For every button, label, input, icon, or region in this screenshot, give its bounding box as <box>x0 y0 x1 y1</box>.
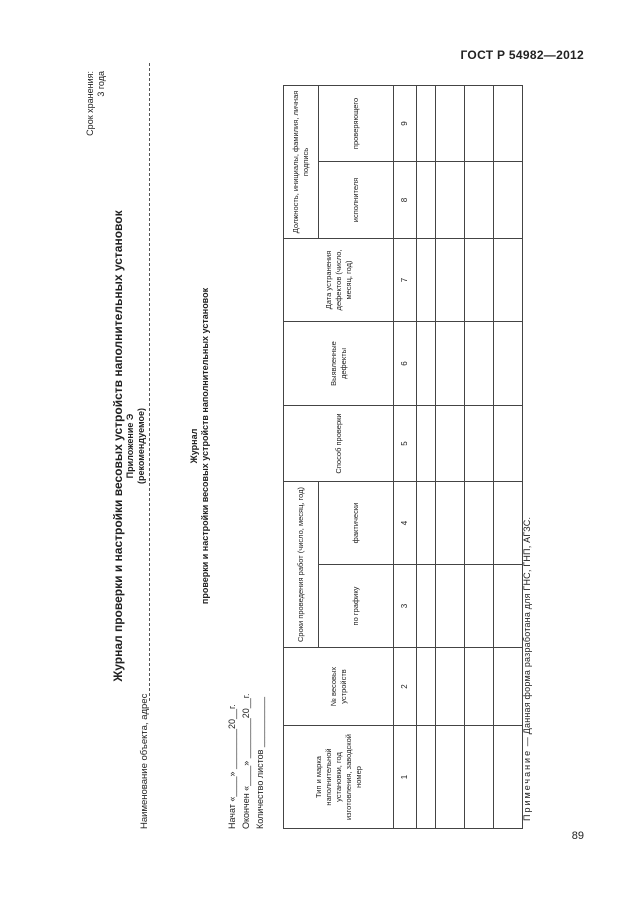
appendix-title: Приложение Э <box>125 413 135 479</box>
meta-start: Начат «____» ________20__г. <box>227 704 237 829</box>
journal-table <box>283 85 523 829</box>
header-device-number: № весовых устройств <box>284 648 394 726</box>
header-type-model: Тип и марка наполнительной установки, год изготовления, заводской номер <box>284 726 394 829</box>
form-title: Журнал проверки и настройки весовых устройств наполнительных установок <box>111 210 125 682</box>
meta-sheets: Количество листов __________ <box>255 697 265 829</box>
col-number: 4 <box>394 481 417 564</box>
header-fix-date: Дата устранения дефектов (число, месяц, год) <box>284 238 394 321</box>
table-note <box>522 517 532 821</box>
storage-value: 3 года <box>96 71 106 97</box>
column-numbers-row <box>394 85 417 828</box>
appendix-subtitle: (рекомендуемое) <box>136 408 146 484</box>
empty-row <box>417 85 436 828</box>
journal-word: Журнал <box>189 428 199 464</box>
object-fill-line <box>149 63 150 701</box>
rotated-form <box>85 63 611 829</box>
col-number: 6 <box>394 321 417 405</box>
header-defects: Выявленные дефекты <box>284 321 394 405</box>
header-work-terms: Сроки проведения работ (число, месяц, год) <box>284 481 319 647</box>
header-inspector: проверяющего <box>319 85 394 161</box>
note-text: — Данная форма разработана для ГНС, ГНП, АГЗС. <box>522 516 532 749</box>
standard-header: ГОСТ Р 54982—2012 <box>460 48 584 62</box>
storage-label: Срок хранения: <box>85 71 95 136</box>
col-number: 5 <box>394 405 417 481</box>
col-number: 3 <box>394 565 417 648</box>
journal-heading <box>189 63 211 829</box>
col-number: 1 <box>394 726 417 829</box>
journal-subtitle: проверки и настройки весовых устройств наполнительных установок <box>200 287 210 605</box>
header-persons: Должность, инициалы, фамилия, личная подпись <box>284 85 319 238</box>
note-prefix: Примечание <box>522 748 532 821</box>
empty-row <box>436 85 465 828</box>
empty-row <box>494 85 523 828</box>
storage-block <box>85 71 107 136</box>
header-check-method: Способ проверки <box>284 405 394 481</box>
col-number: 9 <box>394 85 417 161</box>
col-number: 8 <box>394 161 417 238</box>
header-executor: исполнителя <box>319 161 394 238</box>
object-label: Наименование объекта, адрес <box>139 693 150 829</box>
page-number: 89 <box>571 830 584 842</box>
header-actual: фактически <box>319 481 394 564</box>
journal-meta <box>225 694 267 829</box>
empty-row <box>465 85 494 828</box>
meta-end: Окончен «____» ________20__г. <box>241 693 251 829</box>
col-number: 2 <box>394 648 417 726</box>
col-number: 7 <box>394 238 417 321</box>
header-by-schedule: по графику <box>319 565 394 648</box>
